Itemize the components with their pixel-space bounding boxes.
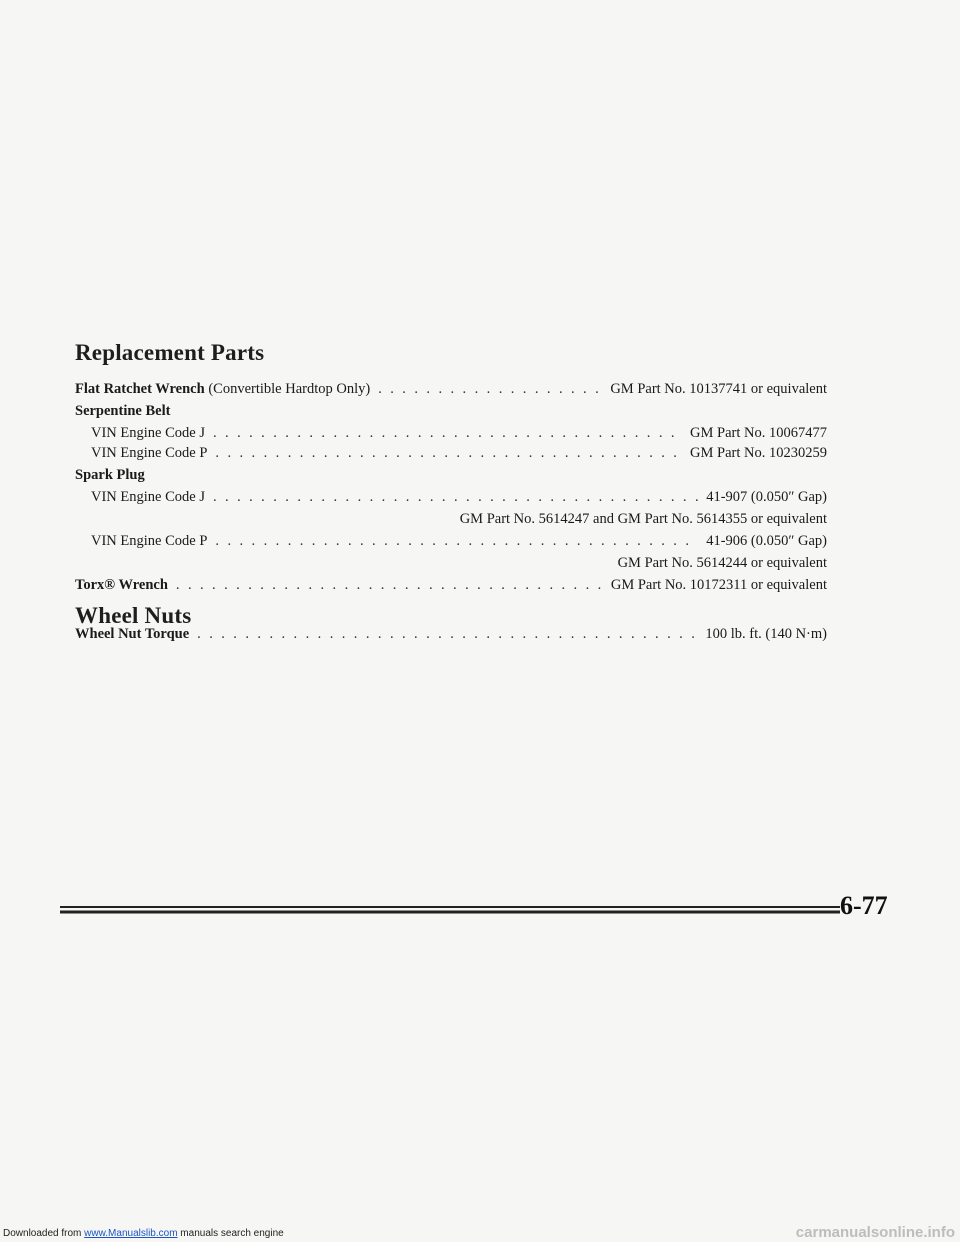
spec-row-wheel-nut-torque bbox=[75, 626, 827, 646]
leader-dots bbox=[213, 489, 698, 506]
spec-label: VIN Engine Code P bbox=[91, 445, 208, 461]
download-source-line: Downloaded from www.Manualslib.com manuals search engine bbox=[3, 1228, 284, 1239]
leader-dots bbox=[215, 533, 698, 550]
manualslib-link[interactable]: www.Manualslib.com bbox=[84, 1228, 178, 1239]
footer-rule bbox=[60, 903, 840, 917]
spec-label: Wheel Nut Torque bbox=[75, 626, 190, 642]
spec-value: GM Part No. 10172311 or equivalent bbox=[610, 577, 827, 593]
group-label-serpentine-belt: Serpentine Belt bbox=[75, 403, 171, 419]
leader-dots bbox=[378, 381, 602, 398]
spec-row-plug-code-p bbox=[91, 533, 827, 553]
spec-value: 41-906 (0.050″ Gap) bbox=[706, 533, 827, 549]
leader-dots bbox=[197, 626, 697, 643]
spec-row-belt-code-p bbox=[91, 445, 827, 465]
spec-label: VIN Engine Code P bbox=[91, 533, 208, 549]
spec-label: VIN Engine Code J bbox=[91, 489, 205, 505]
spec-extra-plug-code-j: GM Part No. 5614247 and GM Part No. 5614355 or equivalent bbox=[459, 511, 827, 527]
page-number: 6-77 bbox=[840, 891, 888, 920]
spec-value: 100 lb. ft. (140 N·m) bbox=[705, 626, 827, 642]
spec-row-torx-wrench bbox=[75, 577, 827, 597]
watermark-logo: carmanualsonline.info bbox=[795, 1224, 955, 1241]
spec-row-belt-code-j bbox=[91, 425, 827, 445]
section-heading-wheel-nuts: Wheel Nuts bbox=[75, 603, 192, 628]
spec-extra-plug-code-p: GM Part No. 5614244 or equivalent bbox=[617, 555, 827, 571]
group-label-spark-plug: Spark Plug bbox=[75, 467, 145, 483]
spec-row-plug-code-j bbox=[91, 489, 827, 509]
spec-value: GM Part No. 10067477 bbox=[690, 425, 827, 441]
spec-label: Flat Ratchet Wrench (Convertible Hardtop Only) bbox=[75, 381, 371, 397]
leader-dots bbox=[176, 577, 603, 594]
spec-label: Torx® Wrench bbox=[75, 577, 168, 593]
spec-value: GM Part No. 10230259 bbox=[690, 445, 827, 461]
spec-value: 41-907 (0.050″ Gap) bbox=[706, 489, 827, 505]
leader-dots bbox=[213, 425, 682, 442]
spec-value: GM Part No. 10137741 or equivalent bbox=[610, 381, 827, 397]
spec-label: VIN Engine Code J bbox=[91, 425, 205, 441]
spec-row-flat-ratchet-wrench bbox=[75, 381, 827, 401]
leader-dots bbox=[215, 445, 682, 462]
section-heading-replacement-parts: Replacement Parts bbox=[75, 340, 265, 365]
